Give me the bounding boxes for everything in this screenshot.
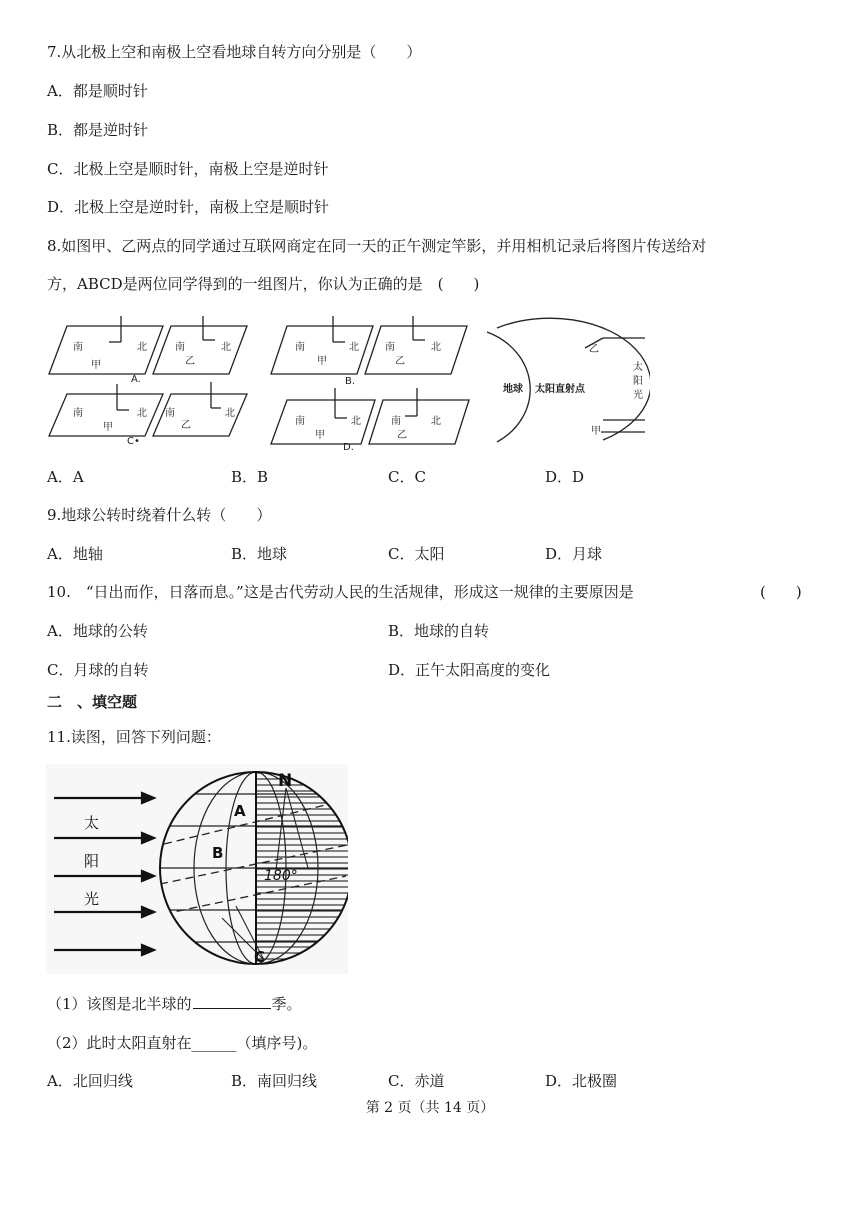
fig-sun2: 阳 xyxy=(633,376,643,387)
fig-d-jia: 甲 xyxy=(315,430,325,441)
fig-180: 180° xyxy=(264,868,298,884)
q7-option-c: C．北极上空是顺时针，南极上空是逆时针 xyxy=(47,160,329,178)
fig-c-south2: 南 xyxy=(165,408,175,419)
fig-subsolar-label: 太阳直射点 xyxy=(535,384,585,395)
q8-stem-line2: 方，ABCD是两位同学得到的一组图片，你认为正确的是 ( ) xyxy=(47,275,480,293)
fig-a-north2: 北 xyxy=(221,342,231,353)
fig-d-north: 北 xyxy=(351,416,361,427)
fig-c-north: 北 xyxy=(137,408,147,419)
q10-paren: ( ) xyxy=(760,583,802,601)
fig-a-south2: 南 xyxy=(175,342,185,353)
q10-option-d: D．正午太阳高度的变化 xyxy=(388,661,551,679)
fig-caption-a: A. xyxy=(131,374,141,385)
fig-b-north2: 北 xyxy=(431,342,441,353)
section-title: 二 、填空题 xyxy=(47,693,138,711)
fig-c-south: 南 xyxy=(73,408,83,419)
fig-yi-top: 乙 xyxy=(589,344,599,355)
fig-b-north: 北 xyxy=(349,342,359,353)
fig-b-yi: 乙 xyxy=(395,356,405,367)
q8-figure xyxy=(45,312,650,454)
page-footer: 第 2 页（共 14 页） xyxy=(365,1100,495,1116)
q11-figure xyxy=(46,764,348,974)
q11-sub1-pre: （1）该图是北半球的 xyxy=(47,995,192,1013)
fig-n: N xyxy=(278,771,293,791)
fig-caption-d: D. xyxy=(343,442,354,453)
fig-a-north: 北 xyxy=(137,342,147,353)
fig-c-north2: 北 xyxy=(225,408,235,419)
fig-c-jia: 甲 xyxy=(103,422,113,433)
q11-sub1-blank[interactable] xyxy=(193,994,271,1009)
q11-option-b: B．南回归线 xyxy=(231,1072,318,1090)
fig-jia-bottom: 甲 xyxy=(591,426,601,437)
fig-b-south2: 南 xyxy=(385,342,395,353)
q8-option-c: C．C xyxy=(388,468,426,486)
q11-option-d: D．北极圈 xyxy=(545,1072,618,1090)
fig-d-yi: 乙 xyxy=(397,430,407,441)
q10-option-b: B．地球的自转 xyxy=(388,622,490,640)
q7-stem: 7.从北极上空和南极上空看地球自转方向分别是（ ） xyxy=(47,43,422,61)
fig-sun1: 太 xyxy=(633,362,643,373)
q7-option-d: D．北极上空是逆时针，南极上空是顺时针 xyxy=(47,198,330,216)
q9-option-b: B．地球 xyxy=(231,545,288,563)
fig-d-north2: 北 xyxy=(431,416,441,427)
q11-sub1 xyxy=(47,994,302,1014)
fig-d-south: 南 xyxy=(295,416,305,427)
fig-b-jia: 甲 xyxy=(317,356,327,367)
fig-a-yi: 乙 xyxy=(185,356,195,367)
q11-sub2: （2）此时太阳直射在______（填序号)。 xyxy=(47,1034,318,1052)
fig-sun3: 光 xyxy=(633,390,643,401)
q10-option-c: C．月球的自转 xyxy=(47,661,149,679)
fig-a-south: 南 xyxy=(73,342,83,353)
q11-stem: 11.读图，回答下列问题： xyxy=(47,728,221,746)
fig-sun2: 阳 xyxy=(84,852,100,870)
q7-option-b: B．都是逆时针 xyxy=(47,121,149,139)
q8-option-a: A．A xyxy=(47,468,84,486)
fig-c-yi: 乙 xyxy=(181,420,191,431)
q9-stem: 9.地球公转时绕着什么转（ ） xyxy=(47,506,272,524)
q11-sub1-post: 季。 xyxy=(271,995,302,1013)
q11-option-a: A．北回归线 xyxy=(47,1072,133,1090)
fig-caption-b: B. xyxy=(345,376,356,387)
fig-a-jia: 甲 xyxy=(91,360,101,371)
q9-option-d: D．月球 xyxy=(545,545,603,563)
fig-b-south: 南 xyxy=(295,342,305,353)
fig-caption-c: C• xyxy=(127,436,140,447)
fig-point-c: C xyxy=(254,948,266,966)
fig-earth-label: 地球 xyxy=(503,384,523,395)
fig-sun1: 太 xyxy=(84,814,100,832)
fig-point-a: A xyxy=(234,802,246,820)
q7-option-a: A．都是顺时针 xyxy=(47,82,148,100)
q8-stem-line1: 8.如图甲、乙两点的同学通过互联网商定在同一天的正午测定竿影，并用相机记录后将图片传送给对 xyxy=(47,237,707,255)
q10-option-a: A．地球的公转 xyxy=(47,622,148,640)
q9-option-a: A．地轴 xyxy=(47,545,103,563)
q8-option-b: B．B xyxy=(231,468,269,486)
q9-option-c: C．太阳 xyxy=(388,545,445,563)
fig-point-b: B xyxy=(212,844,224,862)
fig-sun3: 光 xyxy=(84,890,100,908)
q10-stem: 10. “日出而作，日落而息。”这是古代劳动人民的生活规律，形成这一规律的主要原因是 xyxy=(47,583,634,601)
q8-option-d: D．D xyxy=(545,468,585,486)
fig-d-south2: 南 xyxy=(391,416,401,427)
q11-option-c: C．赤道 xyxy=(388,1072,445,1090)
